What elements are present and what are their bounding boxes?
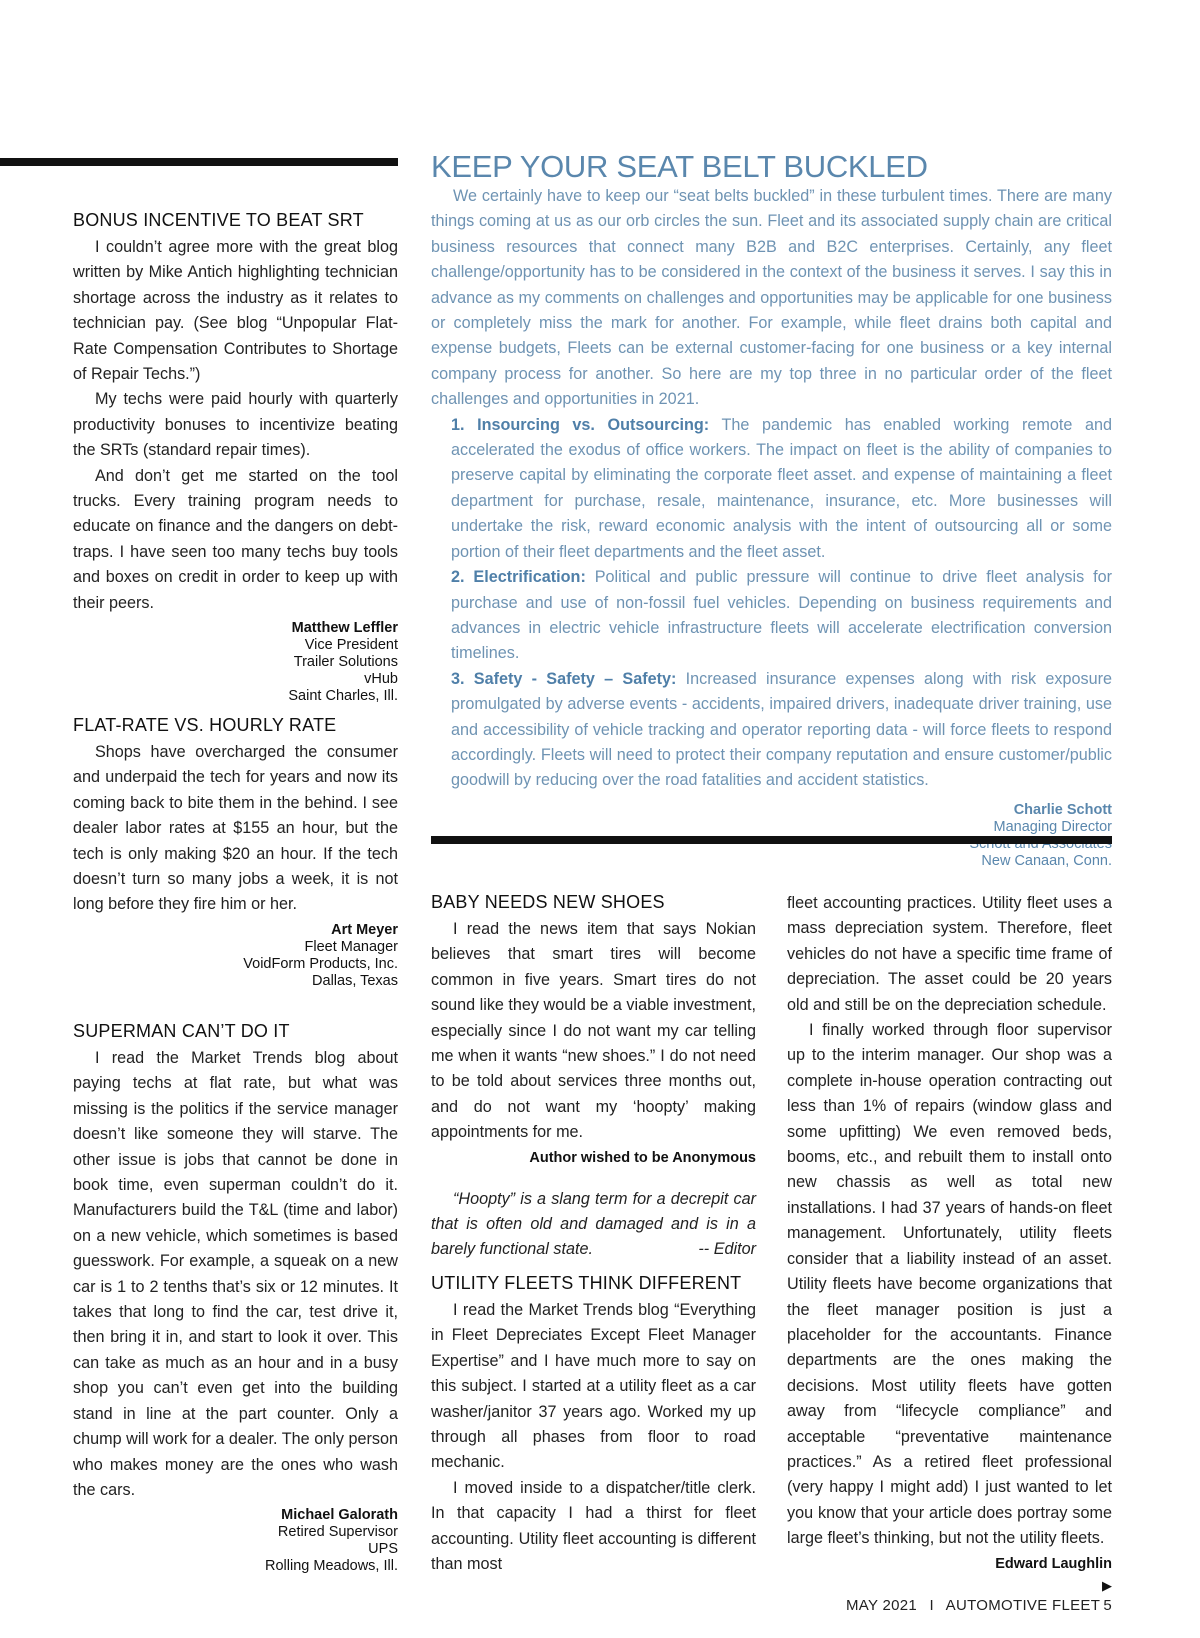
letter-paragraph: fleet accounting practices. Utility fleet uses a mass depreciation system. Therefore, fleet vehicles do not have a specific time frame of depreciation. The asset could be 20 years old and still be on the depreciation schedule. bbox=[787, 894, 1112, 1014]
letter-paragraph: I moved inside to a dispatcher/title clerk. In that capacity I had a thirst for fleet accounting. Utility fleet accounting is different than most bbox=[431, 1478, 756, 1574]
letter-baby-shoes bbox=[431, 891, 756, 1263]
letter-paragraph: And don’t get me started on the tool trucks. Every training program needs to educate on finance and the dangers on debt-traps. I have seen too many techs buy tools and boxes on credit in order to keep up with their peers. bbox=[73, 466, 398, 612]
signature-line: Trailer Solutions bbox=[293, 654, 398, 671]
signature-line: Rolling Meadows, Ill. bbox=[265, 1558, 398, 1575]
letter-paragraph: I finally worked through floor supervisor up to the interim manager. Our shop was a complete in-house operation contracting out less than 1% of repairs (window glass and some upfitting) We even removed beds, booms, etc., and rebuilt them to install onto new chassis as well as total new installations. I had 37 years of hands-on fleet management. Unfortunately, utility fleets consider that a liability instead of an asset. Utility fleets have become organizations that the fleet manager position is just a placeholder for the accountants. Finance departments are the ones making the decisions. Most utility fleets have gotten away from “lifecycle compliance” and acceptable “preventative maintenance practices.” As a retired fleet professional (very happy I might add) I just wanted to let you know that your article does portray some large fleet’s thinking, but not the utility fleets. bbox=[787, 1021, 1112, 1548]
page-number: 5 bbox=[1103, 1597, 1112, 1614]
middle-rule bbox=[431, 836, 1112, 844]
feature-item bbox=[451, 667, 1112, 794]
signature-name: Art Meyer bbox=[331, 921, 398, 938]
top-left-rule bbox=[0, 158, 398, 166]
feature-item-text: Political and public pressure will continue to drive fleet analysis for purchase and use of non-fossil fuel vehicles. Depending on business requirements and advances in electric vehicle infrastructure fleets will accelerate electrification conversion timelines. bbox=[451, 568, 1112, 663]
feature-item-label: 1. Insourcing vs. Outsourcing: bbox=[451, 415, 710, 434]
letter-heading: BABY NEEDS NEW SHOES bbox=[431, 892, 665, 912]
footer-separator: I bbox=[929, 1597, 934, 1614]
feature-item-label: 2. Electrification: bbox=[451, 568, 586, 587]
signature-line: UPS bbox=[368, 1541, 398, 1558]
letter-paragraph: I couldn’t agree more with the great blog written by Mike Antich highlighting technician shortage across the industry as it relates to technician pay. (See blog “Unpopular Flat-Rate Compensation Contributes to Shortage of Repair Techs.”) bbox=[73, 238, 398, 384]
letter-utility-fleets-col1 bbox=[431, 1272, 756, 1577]
letter-paragraph: I read the news item that says Nokian believes that smart tires will become common in five years. Smart tires do not sound like they would be a viable investment, especially since I do not want my car telling me when it wants “new shoes.” I do not need to be told about services three months out, and do not want my ‘hoopty’ making appointments for me. bbox=[431, 920, 756, 1142]
letter-heading: FLAT-RATE VS. HOURLY RATE bbox=[73, 715, 337, 735]
letter-signature bbox=[73, 1507, 398, 1575]
letter-signature bbox=[73, 922, 398, 990]
letter-paragraph: I read the Market Trends blog about paying techs at flat rate, but what was missing is the politics if the service manager doesn’t like someone they will starve. The other issue is jobs that cannot be done in book time, even superman couldn’t do it. Manufacturers build the T&L (time and labor) on a new vehicle, which sometimes is based guesswork. For example, a squeak on a new car is 1 to 2 tenths that’s six or 12 minutes. It takes that long to find the car, test drive it, then bring it in, and start to look it over. This can take as much as an hour and in a busy shop you can’t even get into the building stand in line at the part counter. Only a chump will work for a dealer. The only person who makes money are the ones who wash the cars. bbox=[73, 1049, 398, 1499]
signature-name: Edward Laughlin bbox=[995, 1555, 1112, 1572]
letter-flat-rate bbox=[73, 714, 398, 990]
letter-bonus-incentive bbox=[73, 209, 398, 705]
editor-note bbox=[431, 1187, 756, 1263]
feature-item bbox=[451, 565, 1112, 667]
signature-line: Saint Charles, Ill. bbox=[288, 688, 398, 705]
feature-seat-belt bbox=[431, 150, 1112, 870]
signature-line: Retired Supervisor bbox=[277, 1524, 398, 1541]
feature-item-text: Increased insurance expenses along with risk exposure promulgated by adverse events - accidents, impaired drivers, inadequate driver training, use and accessibility of vehicle tracking and operator reporting data - will force fleets to respond accordingly. Fleets will need to protect their company reputation and ensure customer/public goodwill by reducing over the road fatalities and accident statistics. bbox=[451, 669, 1112, 790]
footer-publication: AUTOMOTIVE FLEET bbox=[945, 1597, 1101, 1614]
letter-utility-fleets-col2 bbox=[787, 891, 1112, 1594]
signature-line: Dallas, Texas bbox=[312, 972, 398, 989]
signature-name: Michael Galorath bbox=[281, 1507, 398, 1524]
signature-name: Charlie Schott bbox=[1013, 801, 1112, 818]
signature-name: Matthew Leffler bbox=[291, 620, 398, 637]
signature-line: New Canaan, Conn. bbox=[981, 852, 1112, 869]
feature-item bbox=[451, 413, 1112, 565]
feature-title: KEEP YOUR SEAT BELT BUCKLED bbox=[431, 149, 928, 184]
signature-name: Author wished to be Anonymous bbox=[529, 1149, 756, 1166]
signature-line: Vice President bbox=[304, 637, 398, 654]
letter-signature bbox=[787, 1556, 1112, 1594]
editor-note-credit: -- Editor bbox=[698, 1240, 756, 1259]
signature-line: VoidForm Products, Inc. bbox=[243, 955, 398, 972]
feature-item-text: The pandemic has enabled working remote and accelerated the exodus of office workers. The impact on fleet is the ability of companies to preserve capital by eliminating the corporate fleet asset. and expense of maintaining a fleet department for purchase, resale, maintenance, insurance, etc. More businesses will undertake the risk, reward economic analysis with the intent of outsourcing all or some portion of their fleet departments and the fleet asset. bbox=[451, 415, 1112, 561]
letter-superman bbox=[73, 1020, 398, 1575]
letter-heading: BONUS INCENTIVE TO BEAT SRT bbox=[73, 210, 364, 230]
feature-item-label: 3. Safety - Safety – Safety: bbox=[451, 669, 677, 688]
letter-signature bbox=[431, 1150, 756, 1167]
signature-line: vHub bbox=[364, 671, 398, 688]
continue-arrow-icon: ▶ bbox=[1102, 1577, 1112, 1593]
page-footer bbox=[846, 1597, 1112, 1614]
letter-paragraph: I read the Market Trends blog “Everything in Fleet Depreciates Except Fleet Manager Expertise” and I have much more to say on this subject. I started at a utility fleet as a car washer/janitor 37 years ago. Worked my up through all phases from floor to road mechanic. bbox=[431, 1301, 756, 1472]
letter-signature bbox=[73, 620, 398, 705]
letter-paragraph: My techs were paid hourly with quarterly productivity bonuses to incentivize beating the SRTs (standard repair times). bbox=[73, 390, 398, 460]
letter-heading: SUPERMAN CAN’T DO IT bbox=[73, 1021, 290, 1041]
signature-line: Fleet Manager bbox=[304, 938, 398, 955]
signature-line: Managing Director bbox=[993, 818, 1112, 835]
footer-issue: MAY 2021 bbox=[846, 1597, 918, 1614]
letter-heading: UTILITY FLEETS THINK DIFFERENT bbox=[431, 1273, 742, 1293]
editor-note-text: “Hoopty” is a slang term for a decrepit car that is often old and damaged and is in a barely functional state. bbox=[431, 1189, 756, 1259]
feature-intro: We certainly have to keep our “seat belts buckled” in these turbulent times. There are many things coming at us as our orb circles the sun. Fleet and its associated supply chain are critical business resources that connect many B2B and B2C enterprises. Certainly, any fleet challenge/opportunity has to be considered in the context of the business it serves. I say this in advance as my comments on challenges and opportunities may be applicable for one business or completely miss the mark for another. For example, while fleet drains both capital and expense budgets, Fleets can be external customer-facing for one business or a key internal company process for another. So here are my top three in no particular order of the fleet challenges and opportunities in 2021. bbox=[431, 187, 1112, 409]
letter-paragraph: Shops have overcharged the consumer and underpaid the tech for years and now its coming back to bite them in the behind. I see dealer labor rates at $155 an hour, but the tech is only making $20 an hour. If the tech doesn’t turn so many jobs a week, it is not long before they fire him or her. bbox=[73, 743, 398, 914]
